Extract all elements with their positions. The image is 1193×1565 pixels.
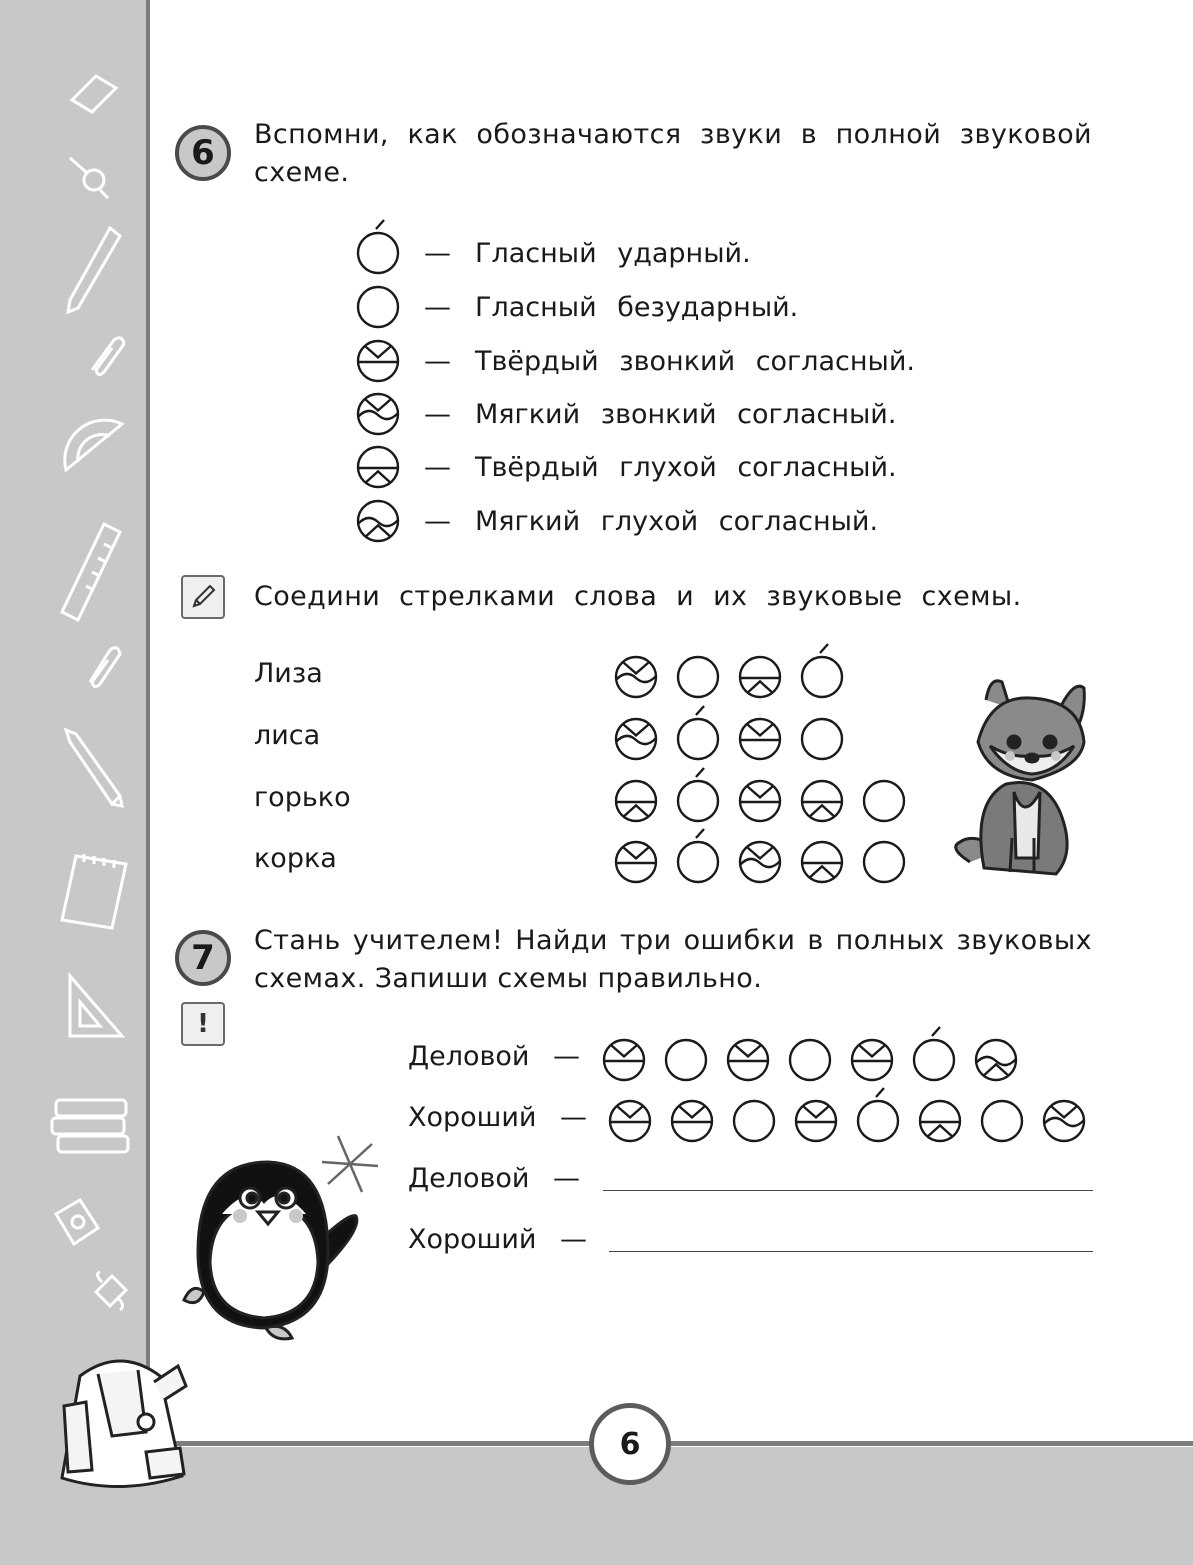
task-number: 7 xyxy=(191,938,215,978)
exclamation-icon xyxy=(181,1002,225,1046)
sound-schema[interactable] xyxy=(614,717,844,761)
word-gorko: горько xyxy=(254,782,351,813)
vowel-symbol xyxy=(980,1085,1024,1143)
hard-voiced-symbol xyxy=(614,826,658,884)
pencil-task-icon xyxy=(181,575,225,619)
soft-voiced-symbol xyxy=(614,641,658,699)
vowel-symbol xyxy=(862,826,906,884)
sound-schema[interactable] xyxy=(614,779,906,823)
hard-voiceless-symbol xyxy=(356,431,400,489)
task7-word: Хороший xyxy=(408,1224,537,1255)
page-number: 6 xyxy=(619,1426,641,1462)
task-number-badge xyxy=(175,125,231,181)
legend-row xyxy=(356,498,878,544)
legend-label: Твёрдый глухой согласный. xyxy=(475,451,897,483)
vowel-symbol xyxy=(356,271,400,329)
pencil-icon xyxy=(60,724,126,808)
vowel-stressed-symbol xyxy=(800,641,844,699)
page-number-circle xyxy=(589,1403,671,1485)
legend-dash: — xyxy=(424,451,451,483)
hard-voiced-symbol xyxy=(356,325,400,383)
legend-dash: — xyxy=(424,237,451,269)
task7-word: Деловой xyxy=(408,1163,530,1194)
sound-schema xyxy=(608,1099,1086,1143)
legend-row xyxy=(356,230,751,276)
legend-row xyxy=(356,338,915,384)
eraser-icon xyxy=(66,70,122,116)
vowel-symbol xyxy=(788,1024,832,1082)
sound-schema[interactable] xyxy=(614,655,844,699)
sound-schema xyxy=(602,1038,1018,1082)
soft-voiced-symbol xyxy=(738,826,782,884)
vowel-stressed-symbol xyxy=(676,826,720,884)
answer-line-delovoy[interactable] xyxy=(603,1190,1093,1191)
hard-voiceless-symbol xyxy=(614,765,658,823)
legend-label: Твёрдый звонкий согласный. xyxy=(475,345,915,377)
task7-dash: — xyxy=(553,1041,580,1072)
sharpener-icon xyxy=(50,1194,104,1252)
vowel-stressed-symbol xyxy=(912,1024,956,1082)
legend-row xyxy=(356,284,798,330)
protractor-icon xyxy=(56,410,132,486)
hard-voiced-symbol xyxy=(794,1085,838,1143)
legend-dash: — xyxy=(424,398,451,430)
binder-clip-icon xyxy=(90,1270,130,1314)
hard-voiceless-symbol xyxy=(918,1085,962,1143)
task7-word: Деловой xyxy=(408,1041,530,1072)
exercise-instruction: Соедини стрелками слова и их звуковые схемы. xyxy=(254,581,1022,612)
legend-label: Мягкий звонкий согласный. xyxy=(475,398,897,430)
answer-line-khoroshiy[interactable] xyxy=(609,1251,1093,1252)
vowel-stressed-symbol xyxy=(356,217,400,275)
soft-voiceless-symbol xyxy=(974,1024,1018,1082)
vowel-stressed-symbol xyxy=(856,1085,900,1143)
vowel-symbol xyxy=(664,1024,708,1082)
exclamation-mark: ! xyxy=(197,1009,209,1039)
hard-voiceless-symbol xyxy=(738,641,782,699)
pushpin-icon xyxy=(64,150,114,202)
legend-dash: — xyxy=(424,505,451,537)
paperclip-icon xyxy=(80,642,124,690)
vowel-symbol xyxy=(732,1085,776,1143)
hard-voiced-symbol xyxy=(602,1024,646,1082)
vowel-stressed-symbol xyxy=(676,703,720,761)
legend-row xyxy=(356,391,896,437)
hard-voiced-symbol xyxy=(738,765,782,823)
sidebar-border xyxy=(146,0,150,1443)
legend-dash: — xyxy=(424,291,451,323)
pen-icon xyxy=(62,222,126,318)
soft-voiceless-symbol xyxy=(356,485,400,543)
legend-label: Гласный ударный. xyxy=(475,237,751,269)
vowel-symbol xyxy=(862,765,906,823)
vowel-stressed-symbol xyxy=(676,765,720,823)
task7-word: Хороший xyxy=(408,1102,537,1133)
books-icon xyxy=(48,1094,132,1156)
paperclip-icon xyxy=(84,332,130,378)
fox-illustration xyxy=(950,672,1100,888)
backpack-icon xyxy=(50,1346,200,1496)
word-lisa: лиса xyxy=(254,720,321,751)
legend-label: Мягкий глухой согласный. xyxy=(475,505,879,537)
hard-voiced-symbol xyxy=(670,1085,714,1143)
task7-dash: — xyxy=(553,1163,580,1194)
ruler-icon xyxy=(58,520,124,624)
word-liza: Лиза xyxy=(254,658,323,689)
hard-voiceless-symbol xyxy=(800,765,844,823)
penguin-illustration xyxy=(178,1132,388,1348)
task6-instruction: Вспомни, как обозначаются звуки в полной звуковой схеме. xyxy=(254,119,1092,188)
legend-dash: — xyxy=(424,345,451,377)
hard-voiceless-symbol xyxy=(800,826,844,884)
soft-voiced-symbol xyxy=(1042,1085,1086,1143)
word-korka: корка xyxy=(254,843,337,874)
soft-voiced-symbol xyxy=(614,703,658,761)
hard-voiced-symbol xyxy=(738,703,782,761)
vowel-symbol xyxy=(676,641,720,699)
task-number: 6 xyxy=(191,133,215,173)
hard-voiced-symbol xyxy=(608,1085,652,1143)
task7-instruction: Стань учителем! Найди три ошибки в полных звуковых схемах. Запиши схемы правильно. xyxy=(254,925,1092,994)
hard-voiced-symbol xyxy=(850,1024,894,1082)
hard-voiced-symbol xyxy=(726,1024,770,1082)
soft-voiced-symbol xyxy=(356,378,400,436)
legend-row xyxy=(356,444,897,490)
sound-schema[interactable] xyxy=(614,840,906,884)
task7-dash: — xyxy=(560,1224,587,1255)
notepad-icon xyxy=(56,846,130,930)
set-square-icon xyxy=(64,970,128,1040)
task7-dash: — xyxy=(560,1102,587,1133)
task-number-badge xyxy=(175,930,231,986)
vowel-symbol xyxy=(800,703,844,761)
legend-label: Гласный безударный. xyxy=(475,291,799,323)
